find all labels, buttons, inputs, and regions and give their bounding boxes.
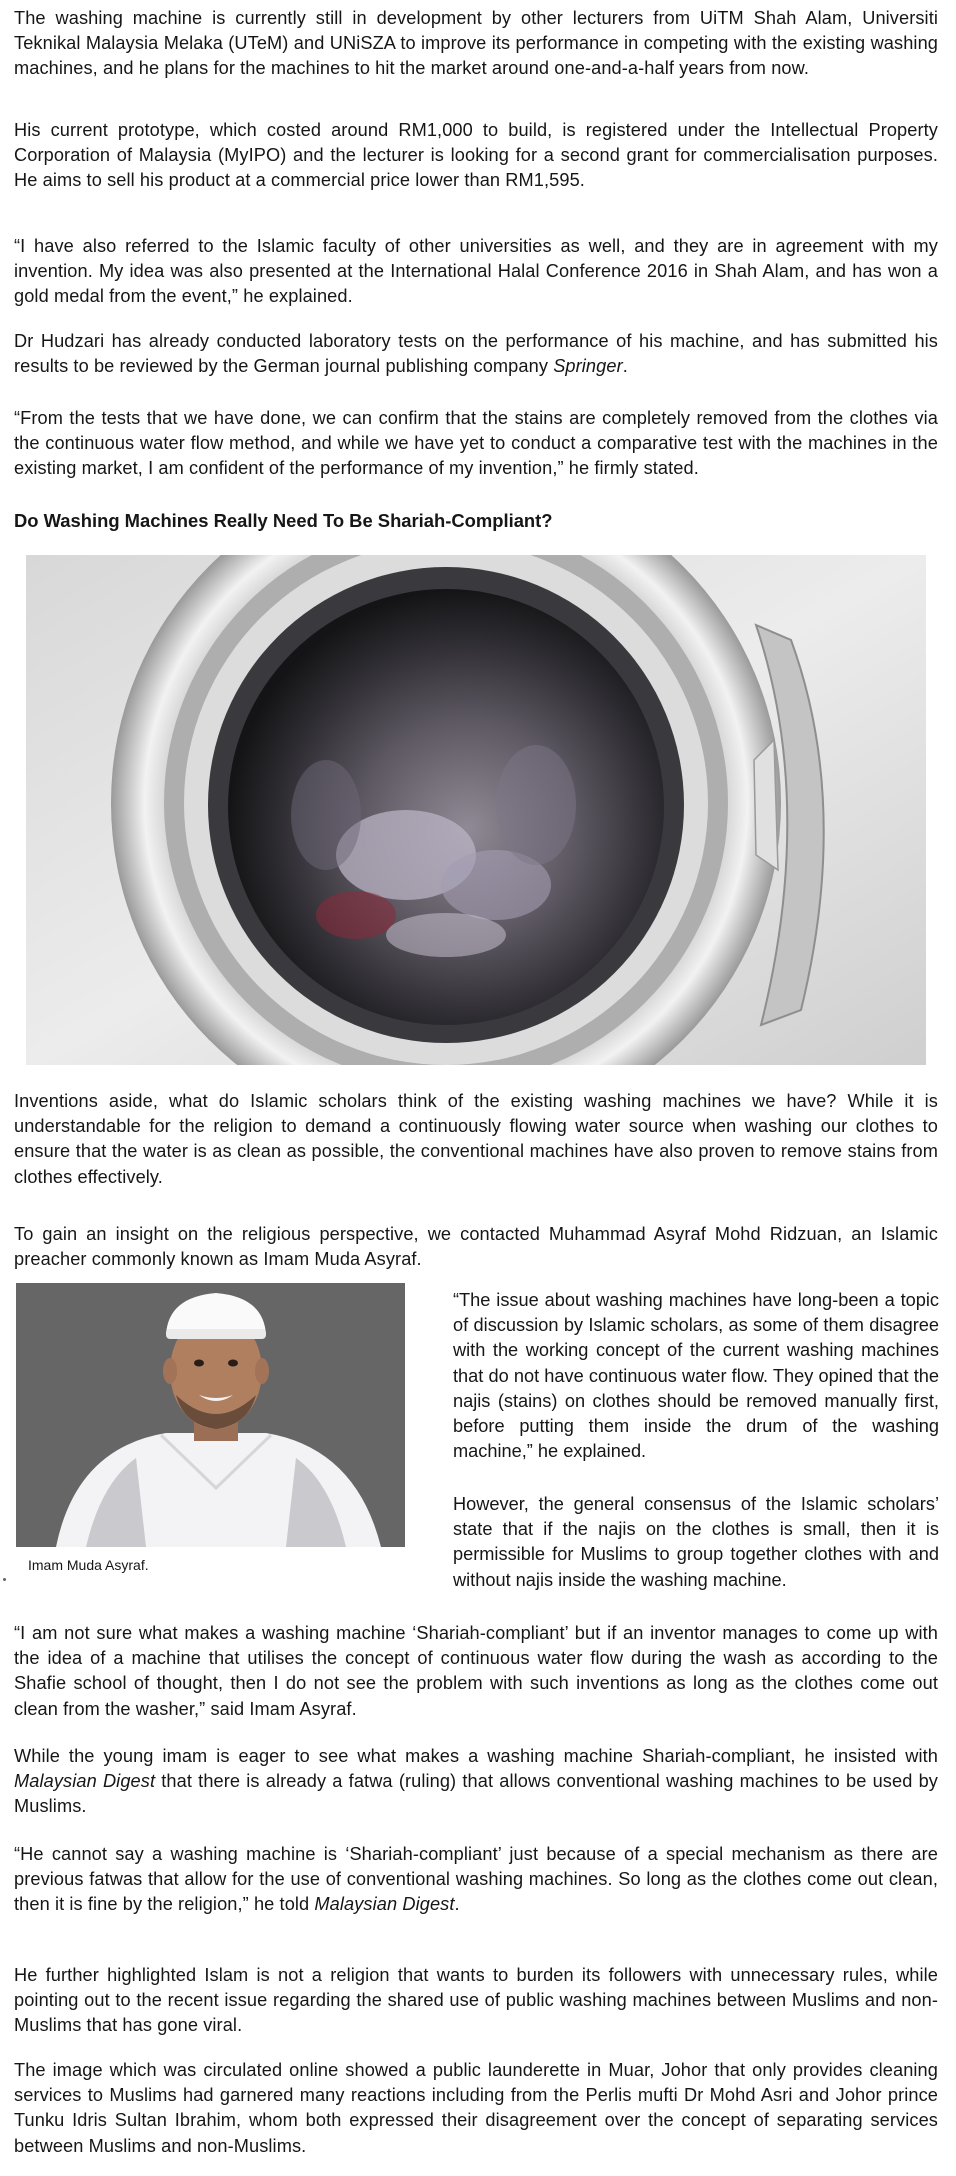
portrait-caption: Imam Muda Asyraf. (28, 1557, 149, 1573)
springer-text-after: . (622, 356, 628, 377)
fatwa-publication-name: Malaysian Digest (14, 1771, 156, 1792)
fatwas-quote-after: . (454, 1894, 460, 1915)
fatwa-text-after: that there is already a fatwa (ruling) that allows conventional washing machines to be used by Muslims. (14, 1771, 938, 1817)
paragraph-issue-quote: “The issue about washing machines have long-been a topic of discussion by Islamic scholars, as some of them disagree with the working concept of the current washing machines that do not have continuous water flow. They opined that the najis (stains) on clothes should be removed manually first, before putting them inside the drum of the washing machine,” he explained. (453, 1290, 939, 1462)
fatwas-quote-before: “He cannot say a washing machine is ‘Shariah-compliant’ just because of a special mechanism as there are previous fatwas that allow for the use of conventional washing machines. So long as the clothes come out clean, then it is fine by the religion,” he told (14, 1844, 938, 1915)
paragraph-consensus: However, the general consensus of the Islamic scholars’ state that if the najis on the clothes is small, then it is permissible for Muslims to group together clothes with and without najis inside the washing machine. (453, 1494, 939, 1590)
springer-text-before: Dr Hudzari has already conducted laboratory tests on the performance of his machine, and has submitted his results to be reviewed by the German journal publishing company (14, 331, 938, 377)
paragraph-launderette: The image which was circulated online showed a public launderette in Muar, Johor that only provides cleaning services to Muslims had garnered many reactions including from the Perlis mufti Dr Mohd Asri and Johor prince Tunku Idris Sultan Ibrahim, whom both expressed their disagreement over the concept of separating services between Muslims and non-Muslims. (14, 2060, 938, 2156)
fatwas-quote-publication-name: Malaysian Digest (314, 1894, 455, 1915)
paragraph-lab-tests (14, 329, 938, 379)
paragraph-halal-conference: “I have also referred to the Islamic faculty of other universities as well, and they are in agreement with my invention. My idea was also presented at the International Halal Conference 2016 in Shah Alam, and has won a gold medal from the event,” he explained. (14, 236, 938, 307)
section-heading: Do Washing Machines Really Need To Be Shariah-Compliant? (14, 510, 553, 531)
paragraph-prototype: His current prototype, which costed around RM1,000 to build, is registered under the Intellectual Property Corporation of Malaysia (MyIPO) and the lecturer is looking for a second grant for commercialisation purposes. He aims to sell his product at a commercial price lower than RM1,595. (14, 120, 938, 191)
paragraph-development: The washing machine is currently still in development by other lecturers from UiTM Shah Alam, Universiti Teknikal Malaysia Melaka (UTeM) and UNiSZA to improve its performance in competing with the existing washing machines, and he plans for the machines to hit the market around one-and-a-half years from now. (14, 8, 938, 79)
paragraph-religious-perspective: To gain an insight on the religious perspective, we contacted Muhammad Asyraf Mohd Ridzuan, an Islamic preacher commonly known as Imam Muda Asyraf. (14, 1224, 938, 1270)
paragraph-test-results: “From the tests that we have done, we can confirm that the stains are completely removed from the clothes via the continuous water flow method, and while we have yet to conduct a comparative test with the machines in the existing market, I am confident of the performance of my invention,” he firmly stated. (14, 408, 938, 479)
springer-journal-name: Springer (553, 356, 623, 377)
imam-portrait-photo (16, 1283, 405, 1547)
paragraph-scholars-view: Inventions aside, what do Islamic scholars think of the existing washing machines we have? While it is understandable for the religion to demand a continuously flowing water source when washing our clothes to ensure that the water is as clean as possible, the conventional machines have also proven to remove stains from clothes effectively. (14, 1091, 938, 1187)
paragraph-fatwa (14, 1744, 938, 1820)
paragraph-shafie: “I am not sure what makes a washing machine ‘Shariah-compliant’ but if an inventor manages to come up with the idea of a machine that utilises the concept of continuous water flow during the wash as according to the Shafie school of thought, then I do not see the problem with such inventions as long as the clothes come out clean from the washer,” said Imam Asyraf. (14, 1623, 938, 1719)
paragraph-fatwas-quote (14, 1842, 938, 1918)
fatwa-text-before: While the young imam is eager to see what makes a washing machine Shariah-compliant, he insisted with (14, 1746, 938, 1766)
paragraph-unnecessary-rules: He further highlighted Islam is not a religion that wants to burden its followers with unnecessary rules, while pointing out to the recent issue regarding the shared use of public washing machines between Muslims and non-Muslims that has gone viral. (14, 1965, 938, 2036)
margin-dot (3, 1578, 6, 1581)
washing-machine-photo (26, 555, 926, 1065)
